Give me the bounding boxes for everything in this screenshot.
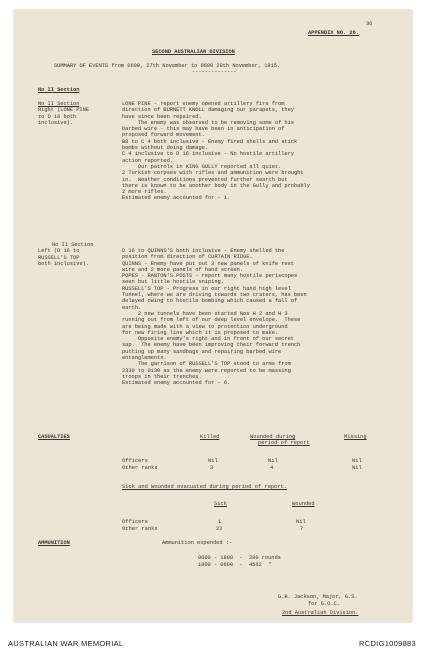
body-line: Estimated enemy accounted for - 6. xyxy=(122,380,231,387)
body-line: there is known to be another body in the Gully and probably xyxy=(122,182,310,189)
body-line: The enemy was observed to be removing some of his xyxy=(122,119,294,126)
page-number: 36 xyxy=(366,21,373,27)
archive-reference: RCDIG1009883 xyxy=(359,639,416,648)
body-line: wire and 2 more panels of hand screen. xyxy=(122,266,244,273)
summary-heading: SUMMARY OF EVENTS from 0600, 27th November to 0600 28th November, 1915. xyxy=(54,63,281,69)
body-line: earth. xyxy=(122,304,142,311)
cell-evac-wounded: 7 xyxy=(300,526,304,532)
cell-sick: 22 xyxy=(216,526,223,532)
body-line: troops in their trenches. xyxy=(122,373,202,380)
body-line: RUSSELL'S TOP - Progress in our right hand high level xyxy=(122,285,291,292)
ammunition-label: AMMUNITION xyxy=(38,540,70,546)
archive-name: AUSTRALIAN WAR MEMORIAL xyxy=(8,639,124,648)
body-line: delayed owing to hostile bombing which caused a fall of xyxy=(122,298,298,305)
body-line: D 16 to QUINNS'S both inclusive - Enemy shelled the xyxy=(122,248,285,254)
col-header-missing: Missing xyxy=(344,434,367,440)
cell-evac-wounded: Nil xyxy=(296,519,306,525)
body-line: proposed forward movement. xyxy=(122,132,205,139)
ammunition-row: 1800 - 0600 - 4562 " xyxy=(198,562,272,568)
body-line: Our patrols in KING GULLY reported all quiet. xyxy=(122,163,282,170)
body-line: bombs without doing damage. xyxy=(122,145,208,152)
side-line: inclusive). xyxy=(38,119,74,126)
body-line: direction of BURNETT KNOLL damaging our parapets, they xyxy=(122,107,294,114)
side-line: Right (LONE PINE xyxy=(38,107,89,114)
row-label: Other ranks xyxy=(122,465,158,471)
casualties-label: CASUALTIES xyxy=(38,434,70,440)
body-line: Tunnel, where we are driving towards two craters, has been xyxy=(122,292,307,299)
signature-name: G.B. Jackson, Major, G.S. xyxy=(278,594,358,600)
body-line: putting up many sandbags and repairing barbed wire xyxy=(122,348,282,355)
side-line: both inclusive). xyxy=(38,260,89,267)
body-line: for new firing line which it is proposed to make. xyxy=(122,329,279,336)
body-line: barbed wire - this may have been in anticipation of xyxy=(122,126,285,133)
body-line: Estimated enemy accounted for - 1. xyxy=(122,195,231,202)
side-line: No II Section xyxy=(52,242,94,248)
cell-killed: 3 xyxy=(210,465,214,471)
side-line: RUSSELL'S TOP xyxy=(38,254,80,261)
cell-missing: Nil xyxy=(352,458,362,464)
col-header-wounded: Wounded during xyxy=(250,434,296,440)
body-line: The garrison of RUSSELL'S TOP stood to arms from xyxy=(122,361,291,368)
body-line: 2330 to 0130 as the enemy were reported to be massing xyxy=(122,367,291,374)
body-line: are being made with a view to protection underground xyxy=(122,323,288,330)
col-header-sick: Sick xyxy=(214,501,227,507)
section1-side-label xyxy=(38,101,89,126)
col-header-wounded-sub: period of report xyxy=(258,440,310,446)
body-line: seen but little hostile sniping. xyxy=(122,279,224,286)
side-line: to D 16 both xyxy=(38,113,77,120)
side-line: Left (D 16 to xyxy=(38,248,80,255)
body-line: C 4 inclusive to D 16 inclusive - No hostile artillery xyxy=(122,151,294,158)
body-line: 2 new tunnels have been started Nos H 2 and H 3 xyxy=(122,310,288,317)
body-line: entanglements. xyxy=(122,355,167,362)
body-line: running out from left of our deep level envelope. These xyxy=(122,317,301,324)
section2-side-label xyxy=(38,242,93,267)
row-label: Officers xyxy=(122,519,148,525)
cell-missing: Nil xyxy=(352,465,362,471)
body-line: 2 Turkish corpses with rifles and ammunition were brought xyxy=(122,170,304,177)
archive-footer xyxy=(0,634,426,654)
cell-killed: Nil xyxy=(208,458,218,464)
body-line: 2 more rifles. xyxy=(122,189,167,196)
body-line: B8 to C 4 both inclusive - Enemy fired shells and stick xyxy=(122,138,298,145)
row-label: Other ranks xyxy=(122,526,158,532)
cell-wounded: 4 xyxy=(270,465,274,471)
ammunition-row: 0600 - 1800 - 280 rounds xyxy=(198,555,281,561)
cell-wounded: Nil xyxy=(268,458,278,464)
section2-body xyxy=(122,248,307,387)
ammunition-intro: Ammunition expended :- xyxy=(162,540,233,546)
document-page xyxy=(14,10,412,622)
body-line: LONE PINE - report enemy opened artillery fire from xyxy=(122,101,285,107)
row-label: Officers xyxy=(122,458,148,464)
cell-sick: 1 xyxy=(218,519,222,525)
body-line: action reported. xyxy=(122,157,173,164)
section-heading: No II Section xyxy=(38,87,80,93)
signature-unit: 2nd Australian Division. xyxy=(282,610,359,616)
body-line: position from direction of CURTAIN RIDGE. xyxy=(122,254,253,261)
body-line: have since been repaired. xyxy=(122,113,202,120)
heading-rule: -------------- xyxy=(192,69,237,75)
col-header-killed: Killed xyxy=(200,434,220,440)
body-line: in. Weather conditions prevented further search but xyxy=(122,176,288,183)
body-line: POPES - RANTON'S POSTS - report many hostile periscopes xyxy=(122,273,298,280)
section1-body xyxy=(122,101,310,202)
col-header-evac-wounded: Wounded xyxy=(292,501,315,507)
evacuated-heading: Sick and Wounded evacuated during period of report. xyxy=(122,484,287,490)
division-heading: SECOND AUSTRALIAN DIVISION xyxy=(152,49,235,55)
side-line: No II Section xyxy=(38,101,80,107)
body-line: QUINNS - Enemy have put out 3 new panels of knife rest xyxy=(122,260,294,267)
appendix-number: APPENDIX NO. 26. xyxy=(308,30,359,36)
body-line: sap. The enemy have been improving their forward trench xyxy=(122,342,301,349)
signature-for: for G.O.C. xyxy=(308,601,340,607)
body-line: Opposite enemy's right and in front of our secret xyxy=(122,336,294,343)
